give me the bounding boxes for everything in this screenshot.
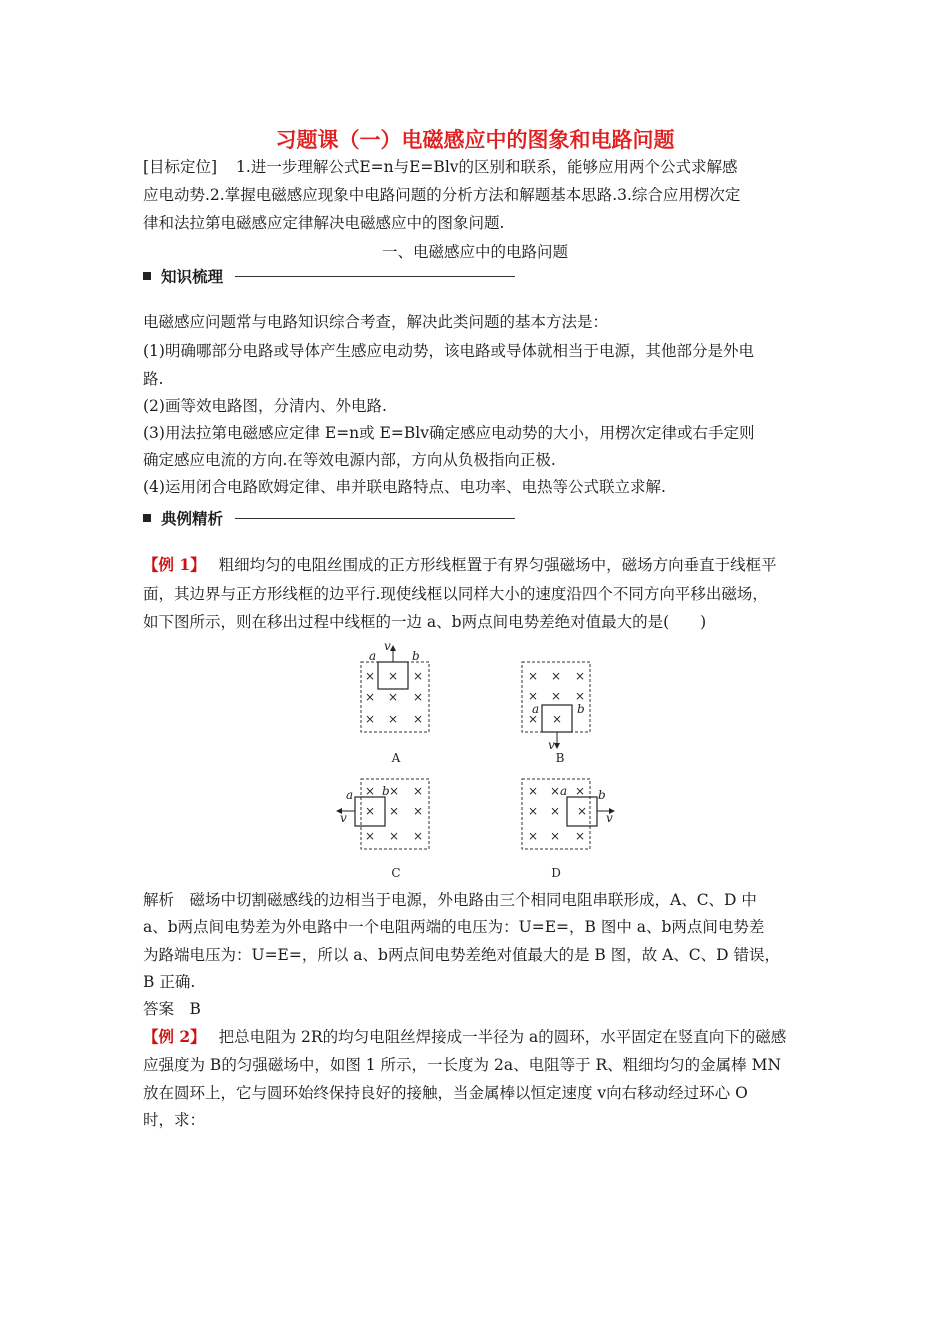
example2-line-4: 时，求： xyxy=(143,1111,206,1129)
field-cross: × xyxy=(527,712,539,726)
analysis-line-4: B 正确. xyxy=(143,973,196,991)
field-cross: × xyxy=(364,669,376,683)
example1-text-1: 粗细均匀的电阻丝围成的正方形线框置于有界匀强磁场中，磁场方向垂直于线框平 xyxy=(218,556,777,574)
knowledge-item-1a: (1)明确哪部分电路或导体产生感应电动势，该电路或导体就相当于电源，其他部分是外电 xyxy=(143,342,754,360)
point-b-label: b xyxy=(412,649,420,663)
field-cross: × xyxy=(364,712,376,726)
point-b-label: b xyxy=(382,784,390,798)
knowledge-item-3a: (3)用法拉第电磁感应定律 E=n或 E=Blv确定感应电动势的大小，用楞次定律或右手定则 xyxy=(143,424,755,442)
field-cross: × xyxy=(412,804,424,818)
field-cross: × xyxy=(574,784,586,798)
field-cross: × xyxy=(574,689,586,703)
field-cross: × xyxy=(388,784,400,798)
example1-answer: 答案 B xyxy=(143,1000,201,1018)
knowledge-item-1b: 路. xyxy=(143,370,164,388)
example1-line-3: 如下图所示，则在移出过程中线框的一边 a、b两点间电势差绝对值最大的是( ) xyxy=(143,613,707,631)
knowledge-item-3b: 确定感应电流的方向.在等效电源内部，方向从负极指向正极. xyxy=(143,451,556,469)
field-cross: × xyxy=(387,669,399,683)
field-cross: × xyxy=(550,689,562,703)
field-cross: × xyxy=(387,690,399,704)
panel-a xyxy=(361,639,429,765)
objective-line-3: 律和法拉第电磁感应定律解决电磁感应中的图象问题. xyxy=(143,214,505,232)
field-cross: × xyxy=(364,829,376,843)
panel-c xyxy=(336,779,429,880)
field-cross: × xyxy=(527,689,539,703)
field-cross: × xyxy=(576,804,588,818)
example2-line-1 xyxy=(143,1025,811,1049)
knowledge-intro: 电磁感应问题常与电路知识综合考查，解决此类问题的基本方法是： xyxy=(143,313,609,331)
field-cross: × xyxy=(527,669,539,683)
knowledge-item-2: (2)画等效电路图，分清内、外电路. xyxy=(143,397,387,415)
velocity-label: v xyxy=(384,639,391,653)
field-cross: × xyxy=(412,669,424,683)
analysis-line-3: 为路端电压为：U=E=，所以 a、b两点间电势差绝对值最大的是 B 图，故 A、C、D 错误， xyxy=(143,946,781,964)
field-cross: × xyxy=(527,784,539,798)
field-cross: × xyxy=(387,712,399,726)
objective-label: [目标定位] xyxy=(143,158,218,176)
field-cross: × xyxy=(549,804,561,818)
example2-line-3: 放在圆环上，它与圆环始终保持良好的接触，当金属棒以恒定速度 v向右移动经过环心 O xyxy=(143,1084,748,1102)
panel-c-caption: C xyxy=(391,866,401,880)
point-b-label: b xyxy=(598,788,606,802)
example1-line-2: 面，其边界与正方形线框的边平行.现使线框以同样大小的速度沿四个不同方向平移出磁场， xyxy=(143,585,768,603)
panel-d-caption: D xyxy=(551,866,561,880)
field-cross: × xyxy=(527,829,539,843)
example1-label: 【例 1】 xyxy=(143,555,206,574)
example2-line-2: 应强度为 B的匀强磁场中，如图 1 所示，一长度为 2a、电阻等于 R、粗细均匀的金属棒 MN xyxy=(143,1056,782,1074)
example2-text-1: 把总电阻为 2R的均匀电阻丝焊接成一半径为 a的圆环，水平固定在竖直向下的磁感 xyxy=(218,1028,787,1046)
panel-b-caption: B xyxy=(555,751,565,765)
field-cross: × xyxy=(364,784,376,798)
example2-label: 【例 2】 xyxy=(143,1027,206,1046)
field-cross: × xyxy=(412,829,424,843)
section-knowledge-label: 知识梳理 xyxy=(161,268,224,286)
field-cross: × xyxy=(550,669,562,683)
field-cross: × xyxy=(574,669,586,683)
point-b-label: b xyxy=(577,702,585,716)
objective-text-1: 1.进一步理解公式E=n与E=Blv的区别和联系，能够应用两个公式求解感 xyxy=(236,158,738,176)
field-cross: × xyxy=(364,690,376,704)
part1-heading: 一、电磁感应中的电路问题 xyxy=(381,243,568,261)
velocity-label: v xyxy=(606,811,613,825)
field-cross: × xyxy=(527,804,539,818)
field-cross: × xyxy=(388,804,400,818)
field-cross: × xyxy=(549,829,561,843)
page-title: 习题课（一）电磁感应中的图象和电路问题 xyxy=(275,128,675,152)
objective-line-2: 应电动势.2.掌握电磁感应现象中电路问题的分析方法和解题基本思路.3.综合应用楞次定 xyxy=(143,186,741,204)
knowledge-item-4: (4)运用闭合电路欧姆定律、串并联电路特点、电功率、电热等公式联立求解. xyxy=(143,478,666,496)
arrow-head-icon xyxy=(554,743,560,749)
field-cross: × xyxy=(574,829,586,843)
point-a-label: a xyxy=(369,649,377,663)
point-a-label: a xyxy=(346,788,354,802)
field-cross: × xyxy=(551,712,563,726)
field-cross: × xyxy=(412,690,424,704)
point-a-label: a xyxy=(560,784,568,798)
panel-b xyxy=(522,662,590,765)
field-cross: × xyxy=(412,712,424,726)
panel-a-caption: A xyxy=(391,751,401,765)
point-a-label: a xyxy=(532,702,540,716)
field-cross: × xyxy=(364,804,376,818)
section-examples-label: 典例精析 xyxy=(161,510,224,528)
analysis-line-2: a、b两点间电势差为外电路中一个电阻两端的电压为：U=E=，B 图中 a、b两点间电势差 xyxy=(143,918,765,936)
velocity-label: v xyxy=(340,811,347,825)
velocity-label: v xyxy=(548,738,555,752)
field-cross: × xyxy=(549,784,561,798)
arrow-head-icon xyxy=(390,645,396,651)
panel-d xyxy=(522,779,615,880)
field-cross: × xyxy=(388,829,400,843)
field-cross: × xyxy=(412,784,424,798)
analysis-line-1: 解析 磁场中切割磁感线的边相当于电源，外电路由三个相同电阻串联形成，A、C、D 中 xyxy=(143,891,757,909)
